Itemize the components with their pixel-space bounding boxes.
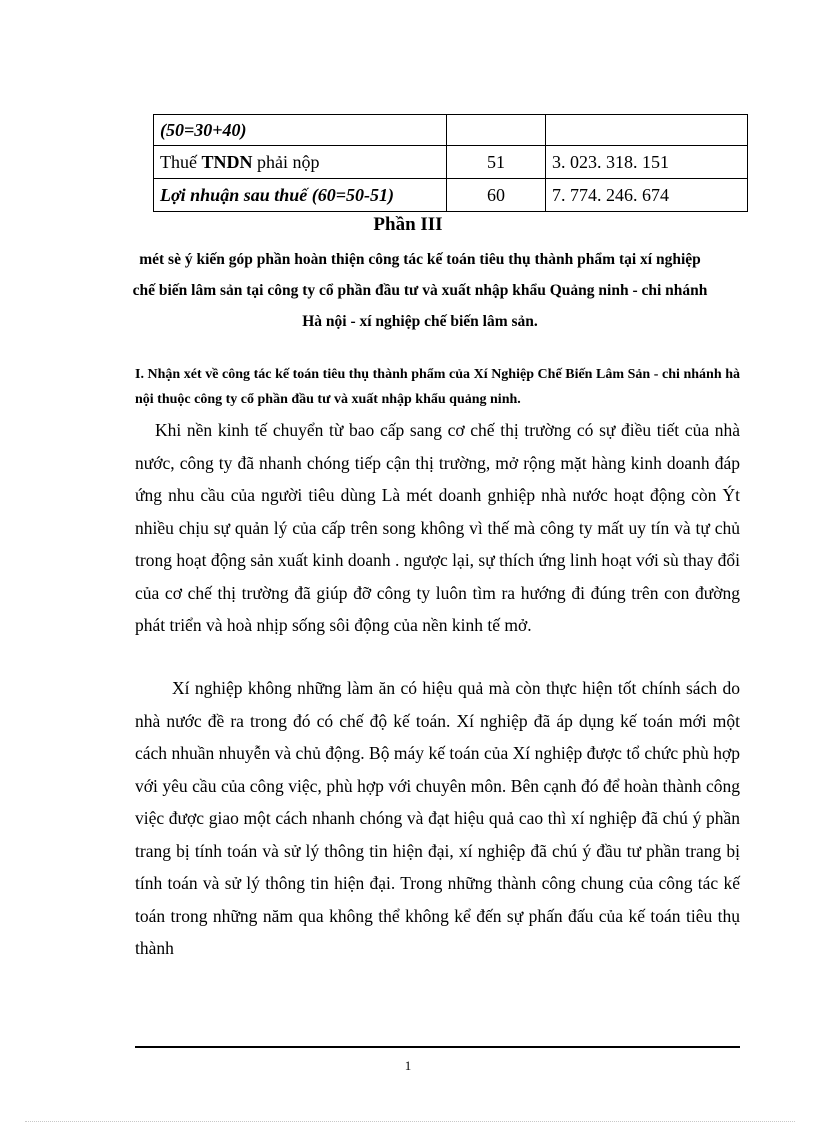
table-cell-value [546, 115, 748, 146]
page-number: 1 [404, 1058, 412, 1073]
body-paragraph: Xí nghiệp không những làm ăn có hiệu quả mà còn thực hiện tốt chính sách do nhà nước đề ra trong đó có chế độ kế toán. Xí nghiệp đã áp dụng kế toán mới một cách nhuần nhuyễn và chủ động. Bộ máy kế toán của Xí nghiệp được tổ chức phù hợp với yêu cầu của công việc, phù hợp với chuyên môn. Bên cạnh đó để hoàn thành công việc được giao một cách nhanh chóng và đạt hiệu quả cao thì xí nghiệp đã chú ý phần trang bị tính toán và sử lý thông tin hiện đại, xí nghiệp đã chú ý đầu tư phần trang bị tính toán và sử lý thông tin hiện đại. Trong những thành công chung của công tác kế toán trong những năm qua không thể không kể đến sự phấn đấu của kế toán tiêu thụ thành [135, 678, 740, 958]
label-plain: Thuế [160, 151, 202, 172]
body-paragraph: Khi nền kinh tế chuyển từ bao cấp sang cơ chế thị trường có sự điều tiết của nhà nước, công ty đã nhanh chóng tiếp cận thị trường, mở rộng mặt hàng kinh doanh đáp ứng nhu cầu của người tiêu dùng Là mét doanh gnhiệp nhà nước hoạt động còn Ýt nhiều chịu sự quản lý của cấp trên song không vì thế mà công ty mất uy tín và tự chủ trong hoạt động sản xuất kinh doanh . ngược lại, sự thích ứng linh hoạt với sù thay đổi của cơ chế thị trường đã giúp đỡ công ty luôn tìm ra hướng đi đúng trên con đường phát triển và hoà nhịp sống sôi động của nền kinh tế mở. [135, 420, 740, 635]
table-cell-label: (50=30+40) [154, 115, 447, 146]
table-cell-value: 7. 774. 246. 674 [546, 179, 748, 212]
table-row [154, 179, 748, 212]
footer-divider [135, 1046, 740, 1048]
table-cell-code: 51 [447, 146, 546, 179]
financial-table [153, 114, 748, 212]
label-rest: phải nộp [252, 151, 320, 172]
table-row [154, 146, 748, 179]
label-bold: TNDN [201, 151, 253, 172]
part-subtitle: mét sè ý kiến góp phần hoàn thiện công tác kế toán tiêu thụ thành phẩm tại xí nghiệp chế biến lâm sản tại công ty cổ phần đầu tư và xuất nhập khẩu Quảng ninh - chi nhánh Hà nội - xí nghiệp chế biến lâm sản. [132, 251, 708, 330]
table-row [154, 115, 748, 146]
section-heading: I. Nhận xét về công tác kế toán tiêu thụ thành phẩm của Xí Nghiệp Chế Biến Lâm Sản - chi nhánh hà nội thuộc công ty cổ phần đầu tư và xuất nhập khẩu quảng ninh. [135, 367, 740, 407]
table-cell-code [447, 115, 546, 146]
table-cell-value: 3. 023. 318. 151 [546, 146, 748, 179]
page-edge-divider [25, 1121, 795, 1122]
part-title: Phần III [373, 214, 443, 235]
table-cell-code: 60 [447, 179, 546, 212]
table-cell-label: Lợi nhuận sau thuế (60=50-51) [154, 179, 447, 212]
table-cell-label [154, 146, 447, 179]
